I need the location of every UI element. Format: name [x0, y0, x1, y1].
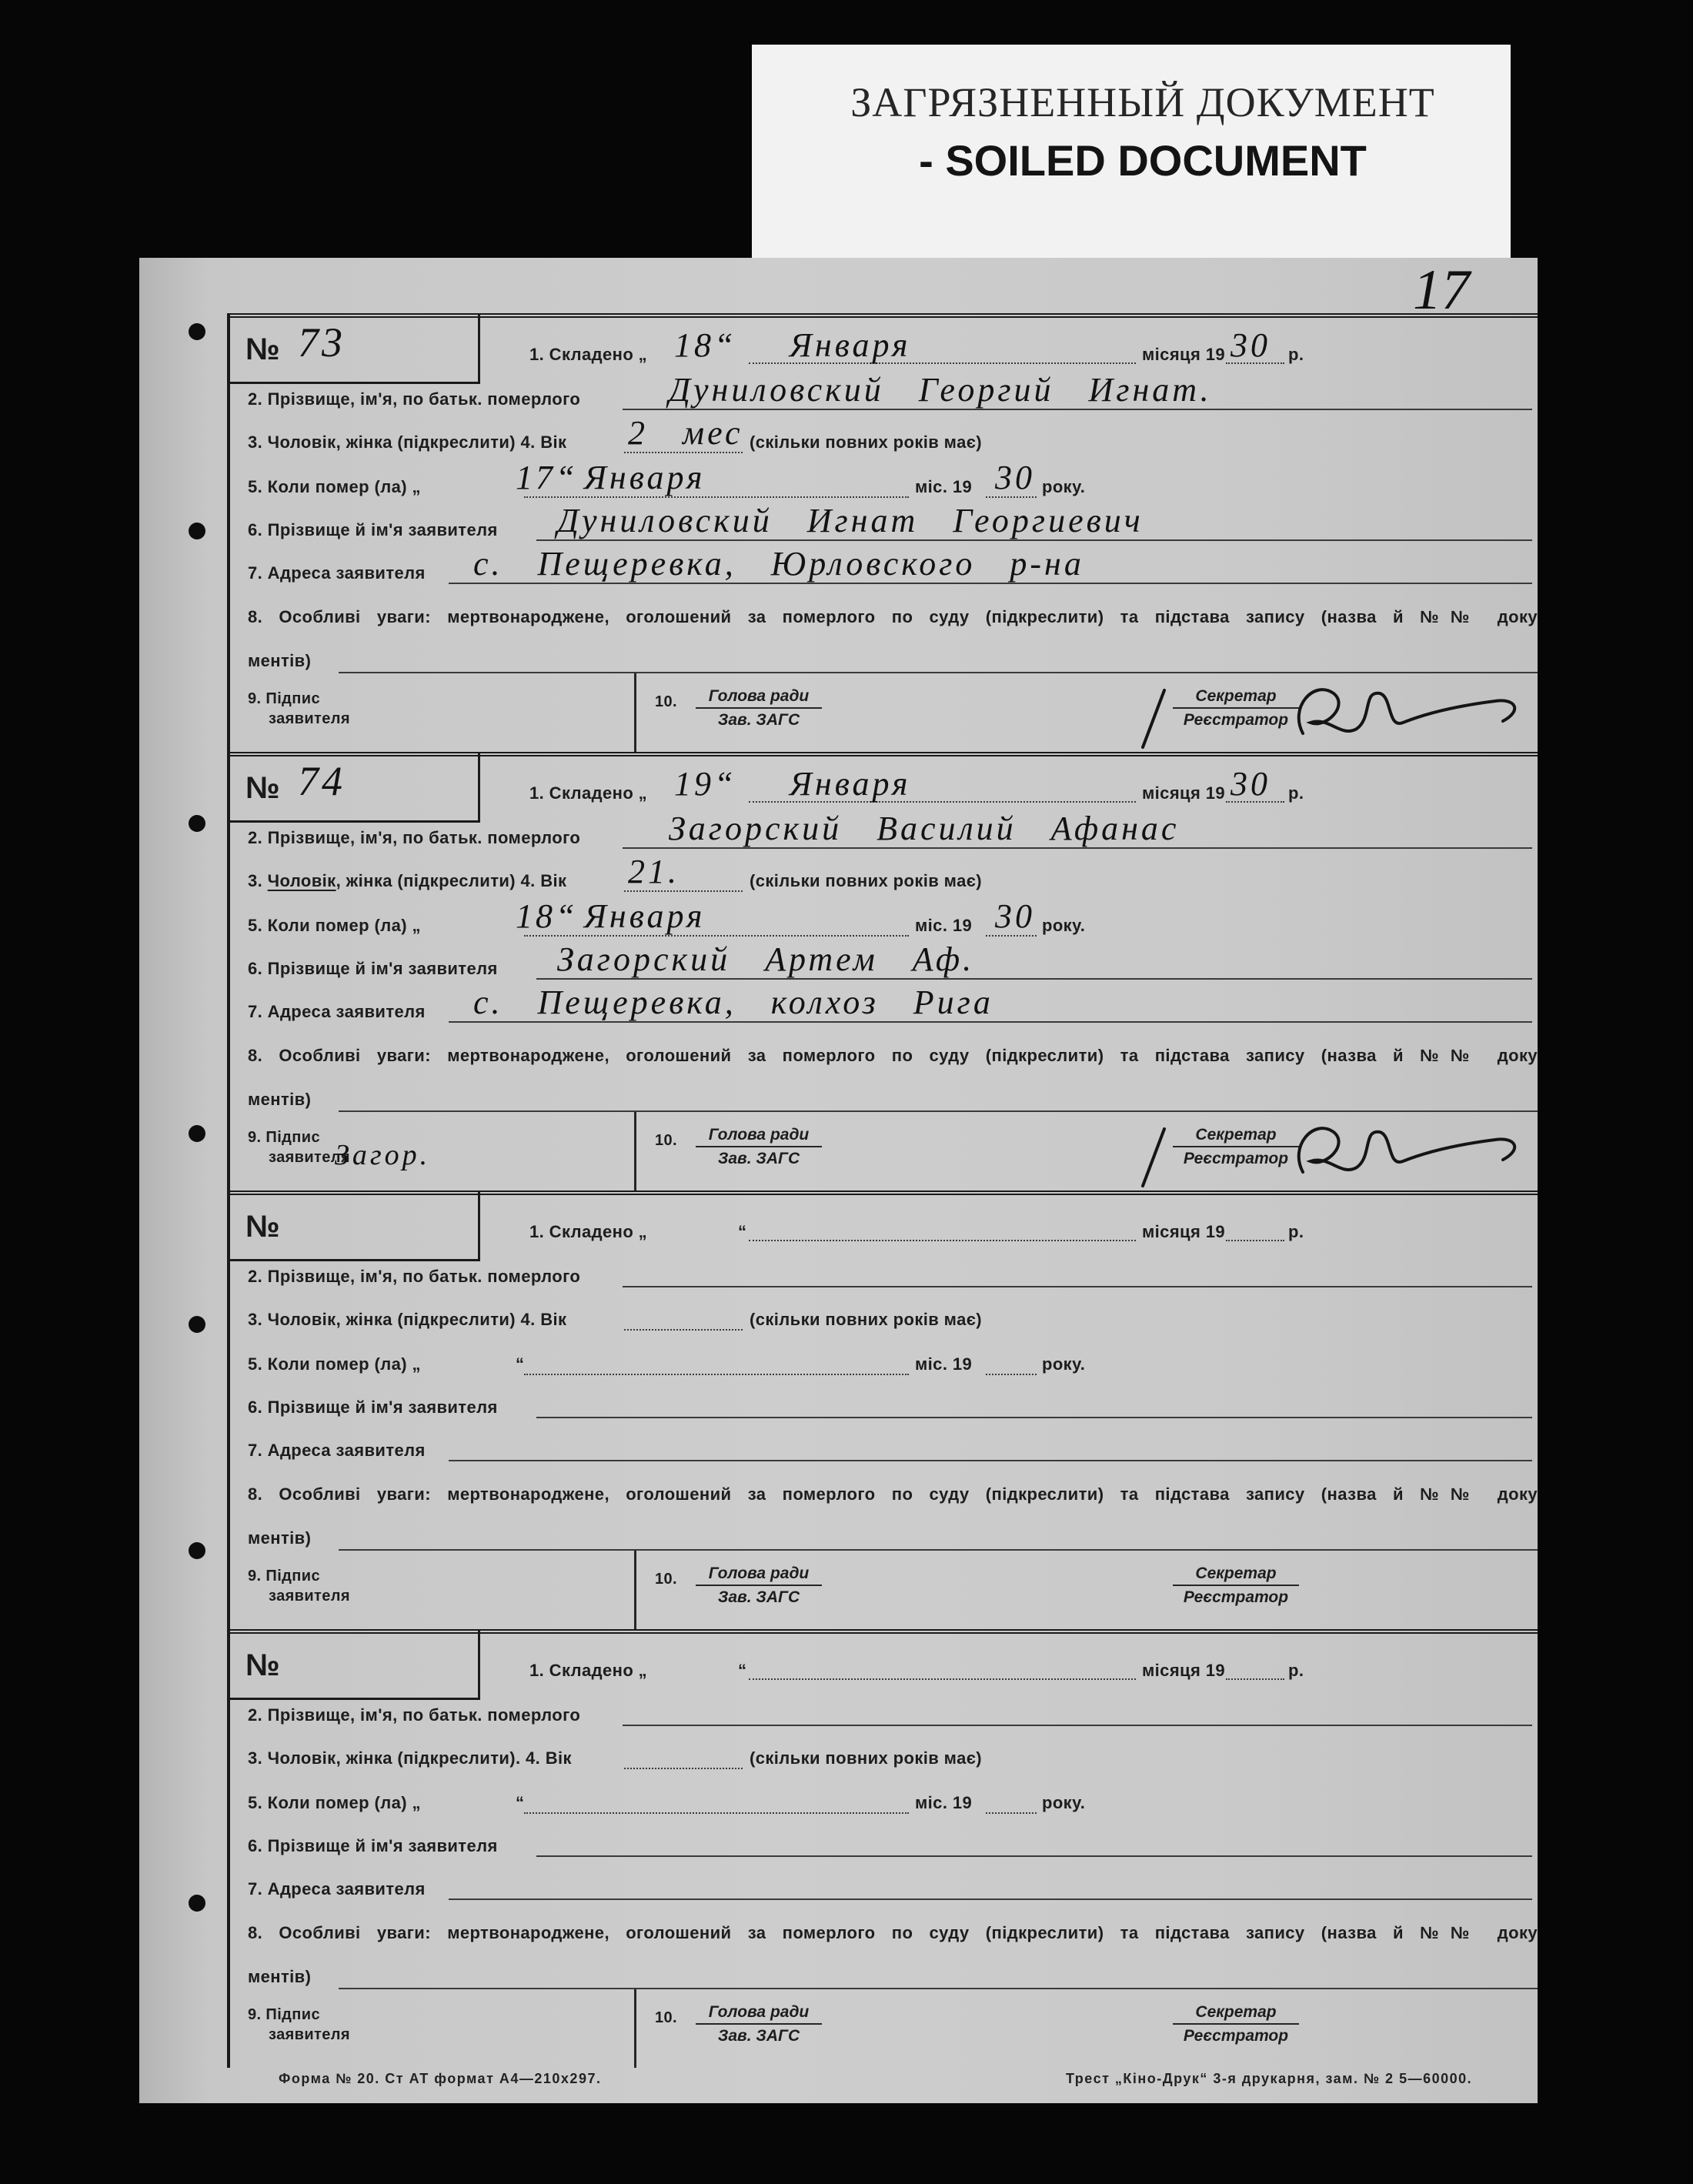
special-notes-rule: [339, 1988, 1538, 1989]
death-date-label: 5. Коли помер (ла) „: [248, 477, 421, 496]
composed-day: 18“: [674, 326, 736, 364]
registrar-signature: [1132, 1112, 1532, 1189]
number-sign: №: [245, 1210, 280, 1244]
sex-male: Чоловік: [267, 1748, 336, 1768]
death-year-rule: [986, 1812, 1037, 1814]
composed-date-rule: [749, 1678, 1136, 1680]
death-month-word: міс. 19: [915, 916, 973, 935]
chair-title: Голова ради: [696, 1565, 822, 1586]
deceased-label: 2. Прізвище, ім'я, по батьк. померлого: [248, 828, 581, 847]
applicant-signature-label: 9. Підпис: [248, 690, 320, 707]
age-rule: [624, 1768, 743, 1769]
deceased-name: Загорский Василий Афанас: [669, 810, 1180, 847]
deceased-label: 2. Прізвище, ім'я, по батьк. померлого: [248, 1267, 581, 1286]
death-month: Января: [584, 459, 706, 496]
deceased-label: 2. Прізвище, ім'я, по батьк. померлого: [248, 389, 581, 409]
age-hint: (скільки повних років має): [750, 432, 982, 452]
chair-signature-block: [682, 1126, 836, 1168]
applicant-rule: [536, 978, 1532, 980]
death-date-label: 5. Коли помер (ла) „: [248, 1354, 421, 1374]
record-number-box: [227, 313, 480, 384]
sex-age-label: [248, 1749, 572, 1768]
deceased-rule: [623, 847, 1532, 849]
death-close-quote: “: [516, 1793, 525, 1812]
composed-year-rule: [1226, 1678, 1284, 1680]
deceased-label: 2. Прізвище, ім'я, по батьк. померлого: [248, 1705, 581, 1725]
deceased-rule: [623, 1286, 1532, 1287]
secretary-title: Секретар: [1173, 687, 1299, 709]
death-year-suffix: року.: [1042, 1793, 1086, 1812]
age-hint: (скільки повних років має): [750, 1748, 982, 1768]
zags-title: Зав. ЗАГС: [717, 1588, 800, 1606]
chair-title: Голова ради: [696, 1126, 822, 1147]
soiled-document-label: [752, 45, 1511, 258]
chair-number: 10.: [655, 1132, 678, 1149]
number-sign: №: [245, 1648, 280, 1682]
zags-title: Зав. ЗАГС: [717, 2027, 800, 2045]
death-month-word: міс. 19: [915, 477, 973, 496]
composed-day: 19“: [674, 765, 736, 803]
applicant-rule: [536, 1855, 1532, 1857]
death-day: 18“: [516, 897, 578, 935]
address-rule: [449, 1898, 1532, 1900]
registrar-signature: [1132, 673, 1532, 750]
age-value: 21.: [628, 853, 680, 890]
sex-age-label: [248, 433, 566, 452]
address-label: 7. Адреса заявителя: [248, 1002, 426, 1021]
composed-label: 1. Складено „: [529, 1661, 648, 1680]
sex-age-label: [248, 1311, 566, 1329]
chair-signature-block: [682, 2003, 836, 2045]
chair-number: 10.: [655, 2009, 678, 2026]
death-month: Января: [584, 897, 706, 935]
record-number: 74: [298, 758, 346, 804]
death-date-rule: [524, 496, 909, 498]
sex-male: Чоловік: [267, 1310, 336, 1329]
death-date-rule: [524, 935, 909, 937]
secretary-title: Секретар: [1173, 1565, 1299, 1586]
number-sign: №: [245, 332, 280, 366]
applicant-rule: [536, 1417, 1532, 1418]
death-year: 30: [995, 459, 1035, 496]
composed-label: 1. Складено „: [529, 783, 648, 803]
chair-signature-block: [682, 1565, 836, 1607]
sex-rest: , жінка (підкреслити) 4. Вік: [336, 1310, 567, 1329]
composed-year-suffix: р.: [1288, 1661, 1304, 1680]
age-rule: [624, 890, 743, 892]
sex-prefix: 3.: [248, 1310, 268, 1329]
special-notes-continued: ментів): [248, 651, 312, 670]
signature-divider: [634, 1989, 636, 2068]
applicant-label: 6. Прізвище й ім'я заявителя: [248, 1836, 498, 1855]
signature-divider: [634, 1112, 636, 1191]
death-year: 30: [995, 897, 1035, 935]
address-label: 7. Адреса заявителя: [248, 1879, 426, 1898]
applicant-signature-label-2: заявителя: [269, 2026, 350, 2043]
death-record-3: [139, 1191, 1538, 1629]
chair-signature-block: [682, 687, 836, 730]
deceased-rule: [623, 409, 1532, 410]
special-notes-rule: [339, 1549, 1538, 1551]
record-number-box: [227, 1191, 480, 1261]
record-number-box: [227, 752, 480, 823]
secretary-signature-block: [1159, 1565, 1313, 1607]
registrar-title: Реєстратор: [1183, 1150, 1289, 1167]
death-record-4: [139, 1629, 1538, 2068]
applicant-signature-label-2: заявителя: [269, 1149, 350, 1166]
registrar-title: Реєстратор: [1183, 1588, 1289, 1606]
address-label: 7. Адреса заявителя: [248, 563, 426, 583]
zags-title: Зав. ЗАГС: [717, 1150, 800, 1167]
footer-printer-info: Трест „Кіно-Друк“ 3-я друкарня, зам. № 2 5—60000.: [1066, 2071, 1473, 2086]
composed-year-rule: [1226, 1240, 1284, 1241]
age-hint: (скільки повних років має): [750, 1310, 982, 1329]
signature-divider: [634, 673, 636, 752]
label-english: - SOILED DOCUMENT: [919, 136, 1367, 185]
composed-close-quote: “: [738, 1222, 747, 1241]
composed-year-suffix: р.: [1288, 1222, 1304, 1241]
applicant-signature-label: 9. Підпис: [248, 1568, 320, 1585]
death-close-quote: “: [516, 1354, 525, 1374]
death-date-label: 5. Коли помер (ла) „: [248, 1793, 421, 1812]
chair-number: 10.: [655, 1571, 678, 1588]
age-hint: (скільки повних років має): [750, 871, 982, 890]
applicant-label: 6. Прізвище й ім'я заявителя: [248, 520, 498, 539]
registrar-title: Реєстратор: [1183, 711, 1289, 729]
composed-month: Января: [790, 765, 911, 803]
composed-month-word: місяця 19: [1142, 1661, 1226, 1680]
composed-label: 1. Складено „: [529, 345, 648, 364]
chair-number: 10.: [655, 693, 678, 710]
address-rule: [449, 1460, 1532, 1461]
death-date-rule: [524, 1374, 909, 1375]
death-record-1: [139, 313, 1538, 752]
applicant-name: Загорский Артем Аф.: [557, 940, 975, 978]
address-rule: [449, 583, 1532, 584]
death-year-suffix: року.: [1042, 916, 1086, 935]
page-number: 17: [1413, 259, 1470, 322]
applicant-signature: Загор.: [335, 1139, 431, 1171]
secretary-title: Секретар: [1173, 2003, 1299, 2025]
death-day: 17“: [516, 459, 578, 496]
zags-title: Зав. ЗАГС: [717, 711, 800, 729]
composed-year: 30: [1231, 326, 1271, 364]
form-page: [139, 258, 1538, 2103]
death-month-word: міс. 19: [915, 1793, 973, 1812]
death-record-2: [139, 752, 1538, 1191]
address-label: 7. Адреса заявителя: [248, 1441, 426, 1460]
composed-date-rule: [749, 1240, 1136, 1241]
applicant-signature-label: 9. Підпис: [248, 2006, 320, 2023]
chair-title: Голова ради: [696, 2003, 822, 2025]
applicant-rule: [536, 539, 1532, 541]
applicant-signature-label-2: заявителя: [269, 1588, 350, 1605]
sex-rest: , жінка (підкреслити). 4. Вік: [336, 1748, 572, 1768]
death-year-suffix: року.: [1042, 1354, 1086, 1374]
applicant-signature-label: 9. Підпис: [248, 1129, 320, 1146]
special-notes-continued: ментів): [248, 1090, 312, 1109]
special-notes-label: 8. Особливі уваги: мертвонароджене, оголошений за померлого по суду (підкреслити) та підстава запису (назва й №№ доку: [248, 608, 1538, 626]
age-rule: [624, 452, 743, 453]
sex-prefix: 3.: [248, 1748, 268, 1768]
composed-year-suffix: р.: [1288, 783, 1304, 803]
composed-month-word: місяця 19: [1142, 1222, 1226, 1241]
sex-age-label: [248, 872, 566, 890]
death-year-rule: [986, 1374, 1037, 1375]
sex-rest: , жінка (підкреслити) 4. Вік: [336, 871, 567, 890]
age-rule: [624, 1329, 743, 1331]
applicant-signature-label-2: заявителя: [269, 710, 350, 727]
address-value: с. Пещеревка, колхоз Рига: [473, 983, 993, 1021]
composed-month-word: місяця 19: [1142, 783, 1226, 803]
record-number-box: [227, 1629, 480, 1700]
address-value: с. Пещеревка, Юрловского р-на: [473, 545, 1084, 583]
composed-month: Января: [790, 326, 911, 364]
applicant-label: 6. Прізвище й ім'я заявителя: [248, 959, 498, 978]
death-year-rule: [986, 935, 1037, 937]
death-date-rule: [524, 1812, 909, 1814]
deceased-rule: [623, 1725, 1532, 1726]
age-value: 2 мес: [628, 414, 743, 452]
special-notes-label: 8. Особливі уваги: мертвонароджене, оголошений за померлого по суду (підкреслити) та підстава запису (назва й №№ доку: [248, 1924, 1538, 1942]
special-notes-label: 8. Особливі уваги: мертвонароджене, оголошений за померлого по суду (підкреслити) та підстава запису (назва й №№ доку: [248, 1485, 1538, 1504]
death-month-word: міс. 19: [915, 1354, 973, 1374]
deceased-name: Дуниловский Георгий Игнат.: [669, 371, 1212, 409]
death-date-label: 5. Коли помер (ла) „: [248, 916, 421, 935]
chair-title: Голова ради: [696, 687, 822, 709]
label-russian: ЗАГРЯЗНЕННЫЙ ДОКУМЕНТ: [850, 79, 1435, 125]
number-sign: №: [245, 771, 280, 805]
secretary-title: Секретар: [1173, 1126, 1299, 1147]
registrar-title: Реєстратор: [1183, 2027, 1289, 2045]
secretary-signature-block: [1159, 2003, 1313, 2045]
applicant-name: Дуниловский Игнат Георгиевич: [557, 502, 1144, 539]
record-number: 73: [298, 319, 346, 366]
special-notes-continued: ментів): [248, 1528, 312, 1548]
composed-year-suffix: р.: [1288, 345, 1304, 364]
signature-divider: [634, 1551, 636, 1629]
special-notes-label: 8. Особливі уваги: мертвонароджене, оголошений за померлого по суду (підкреслити) та підстава запису (назва й №№ доку: [248, 1047, 1538, 1065]
composed-label: 1. Складено „: [529, 1222, 648, 1241]
death-year-suffix: року.: [1042, 477, 1086, 496]
applicant-label: 6. Прізвище й ім'я заявителя: [248, 1398, 498, 1417]
composed-month-word: місяця 19: [1142, 345, 1226, 364]
composed-close-quote: “: [738, 1661, 747, 1680]
composed-year: 30: [1231, 765, 1271, 803]
address-rule: [449, 1021, 1532, 1023]
footer-form-info: Форма № 20. Ст АТ формат А4—210х297.: [279, 2071, 602, 2086]
sex-male: Чоловік: [267, 432, 336, 452]
sex-male: Чоловік: [267, 871, 336, 890]
special-notes-continued: ментів): [248, 1967, 312, 1986]
sex-prefix: 3.: [248, 432, 268, 452]
sex-prefix: 3.: [248, 871, 268, 890]
sex-rest: , жінка (підкреслити) 4. Вік: [336, 432, 567, 452]
death-year-rule: [986, 496, 1037, 498]
